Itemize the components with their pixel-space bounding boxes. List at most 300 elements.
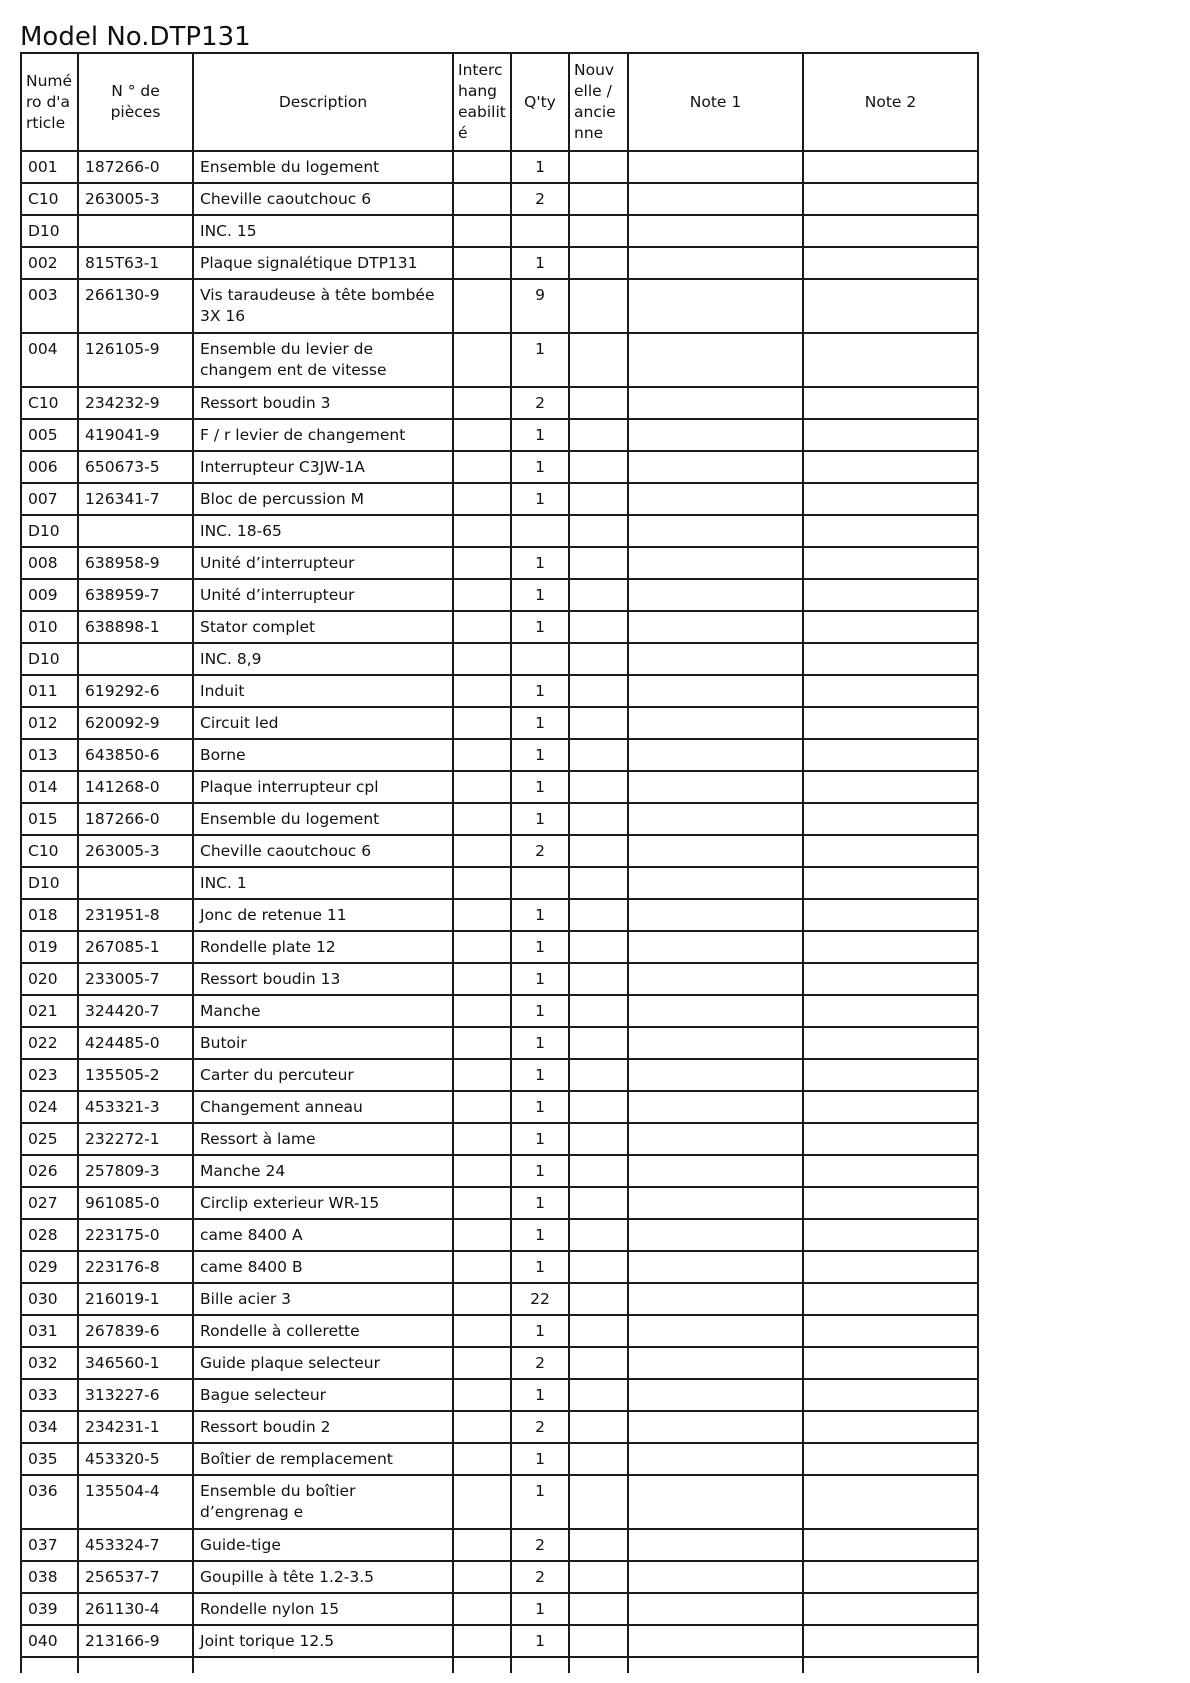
cell-part-number: 266130-9	[78, 279, 193, 333]
cell-note-2	[803, 515, 978, 547]
cell-interchangeability	[453, 1529, 511, 1561]
cell-interchangeability	[453, 1379, 511, 1411]
cell-quantity: 1	[511, 1593, 569, 1625]
header-item-number: Numé ro d'a rticle	[21, 53, 78, 151]
cell-new-old	[569, 215, 628, 247]
cell-note-1	[628, 739, 803, 771]
table-row	[21, 1091, 978, 1123]
cell-note-2	[803, 451, 978, 483]
cell-interchangeability	[453, 215, 511, 247]
cell-quantity: 1	[511, 707, 569, 739]
cell-description: INC. 8,9	[193, 643, 453, 675]
cell-note-1	[628, 1091, 803, 1123]
cell-note-2	[803, 1593, 978, 1625]
cell-quantity: 1	[511, 931, 569, 963]
cell-note-1	[628, 899, 803, 931]
cell-note-1	[628, 1443, 803, 1475]
cell-part-number: 231951-8	[78, 899, 193, 931]
cell-part-number: 232272-1	[78, 1123, 193, 1155]
cell-item-number: 006	[21, 451, 78, 483]
cell-new-old	[569, 183, 628, 215]
cell-part-number: 126105-9	[78, 333, 193, 387]
cell-interchangeability	[453, 1123, 511, 1155]
cell-new-old	[569, 547, 628, 579]
cell-note-2	[803, 1347, 978, 1379]
cell-interchangeability	[453, 547, 511, 579]
cell-quantity: 1	[511, 1091, 569, 1123]
cell-new-old	[569, 151, 628, 183]
cell-note-2	[803, 419, 978, 451]
cell-new-old	[569, 1027, 628, 1059]
cell-note-2	[803, 1059, 978, 1091]
cell-item-number: 039	[21, 1593, 78, 1625]
table-row	[21, 1283, 978, 1315]
table-row	[21, 771, 978, 803]
cell-new-old	[569, 333, 628, 387]
cell-part-number: 267085-1	[78, 931, 193, 963]
cell-quantity: 1	[511, 1379, 569, 1411]
cell-description: Cheville caoutchouc 6	[193, 183, 453, 215]
cell-new-old	[569, 1251, 628, 1283]
cell-part-number: 620092-9	[78, 707, 193, 739]
cell-quantity: 1	[511, 1059, 569, 1091]
cell-interchangeability	[453, 451, 511, 483]
table-row	[21, 419, 978, 451]
cell-interchangeability	[453, 183, 511, 215]
cell-item-number: 036	[21, 1475, 78, 1529]
cell-note-1	[628, 547, 803, 579]
cell-quantity	[511, 643, 569, 675]
cell-item-number: C10	[21, 835, 78, 867]
cell-new-old	[569, 1561, 628, 1593]
cell-description: Manche	[193, 995, 453, 1027]
cell-interchangeability	[453, 771, 511, 803]
cell-note-1	[628, 1593, 803, 1625]
cell-quantity: 1	[511, 1443, 569, 1475]
cell-note-2	[803, 387, 978, 419]
cell-new-old	[569, 963, 628, 995]
cell-note-2	[803, 247, 978, 279]
cell-interchangeability	[453, 899, 511, 931]
cell-quantity: 1	[511, 1475, 569, 1529]
empty-cell	[453, 1657, 511, 1673]
cell-description: Ensemble du boîtier d’engrenag e	[193, 1475, 453, 1529]
cell-quantity: 1	[511, 899, 569, 931]
empty-cell	[511, 1657, 569, 1673]
cell-quantity: 1	[511, 771, 569, 803]
cell-item-number: 009	[21, 579, 78, 611]
cell-part-number: 234231-1	[78, 1411, 193, 1443]
cell-description: Circlip exterieur WR-15	[193, 1187, 453, 1219]
cell-item-number: 008	[21, 547, 78, 579]
cell-interchangeability	[453, 247, 511, 279]
cell-note-1	[628, 1155, 803, 1187]
cell-new-old	[569, 899, 628, 931]
table-row	[21, 995, 978, 1027]
cell-interchangeability	[453, 867, 511, 899]
cell-interchangeability	[453, 1059, 511, 1091]
cell-quantity: 1	[511, 1155, 569, 1187]
cell-item-number: D10	[21, 515, 78, 547]
cell-note-1	[628, 771, 803, 803]
cell-note-2	[803, 1219, 978, 1251]
cell-item-number: 019	[21, 931, 78, 963]
table-row	[21, 1315, 978, 1347]
cell-note-1	[628, 803, 803, 835]
cell-part-number: 187266-0	[78, 151, 193, 183]
cell-description: Vis taraudeuse à tête bombée 3X 16	[193, 279, 453, 333]
cell-note-2	[803, 995, 978, 1027]
cell-part-number: 650673-5	[78, 451, 193, 483]
empty-cell	[21, 1657, 78, 1673]
cell-part-number: 126341-7	[78, 483, 193, 515]
cell-note-1	[628, 515, 803, 547]
cell-description: Ressort boudin 13	[193, 963, 453, 995]
cell-part-number: 346560-1	[78, 1347, 193, 1379]
table-row	[21, 1443, 978, 1475]
cell-new-old	[569, 1411, 628, 1443]
cell-note-2	[803, 1529, 978, 1561]
table-row	[21, 739, 978, 771]
cell-new-old	[569, 279, 628, 333]
header-new-old: Nouv elle / ancie nne	[569, 53, 628, 151]
cell-description: INC. 15	[193, 215, 453, 247]
header-row	[21, 53, 978, 151]
cell-note-2	[803, 835, 978, 867]
cell-part-number: 261130-4	[78, 1593, 193, 1625]
table-row	[21, 611, 978, 643]
table-row	[21, 547, 978, 579]
cell-description: came 8400 B	[193, 1251, 453, 1283]
cell-new-old	[569, 1379, 628, 1411]
cell-item-number: C10	[21, 183, 78, 215]
cell-part-number: 267839-6	[78, 1315, 193, 1347]
cell-item-number: 030	[21, 1283, 78, 1315]
cell-note-1	[628, 1625, 803, 1657]
cell-item-number: 026	[21, 1155, 78, 1187]
cell-note-1	[628, 1123, 803, 1155]
cell-item-number: 032	[21, 1347, 78, 1379]
cell-note-2	[803, 707, 978, 739]
cell-item-number: 024	[21, 1091, 78, 1123]
cell-item-number: 003	[21, 279, 78, 333]
cell-description: Ensemble du logement	[193, 151, 453, 183]
cell-new-old	[569, 419, 628, 451]
cell-new-old	[569, 515, 628, 547]
cell-note-1	[628, 451, 803, 483]
cell-item-number: D10	[21, 215, 78, 247]
cell-description: Guide-tige	[193, 1529, 453, 1561]
cell-description: Plaque signalétique DTP131	[193, 247, 453, 279]
cell-new-old	[569, 803, 628, 835]
cell-item-number: 035	[21, 1443, 78, 1475]
cell-description: INC. 18-65	[193, 515, 453, 547]
cell-note-2	[803, 1091, 978, 1123]
cell-quantity: 1	[511, 151, 569, 183]
cell-part-number: 638958-9	[78, 547, 193, 579]
cell-quantity: 1	[511, 963, 569, 995]
cell-part-number	[78, 515, 193, 547]
cell-new-old	[569, 931, 628, 963]
cell-quantity	[511, 215, 569, 247]
table-row	[21, 1411, 978, 1443]
cell-interchangeability	[453, 643, 511, 675]
cell-note-1	[628, 995, 803, 1027]
cell-note-2	[803, 483, 978, 515]
cell-new-old	[569, 643, 628, 675]
cell-interchangeability	[453, 1347, 511, 1379]
table-row	[21, 215, 978, 247]
cell-note-1	[628, 483, 803, 515]
cell-note-2	[803, 643, 978, 675]
table-row	[21, 1625, 978, 1657]
cell-item-number: 034	[21, 1411, 78, 1443]
cell-quantity: 1	[511, 611, 569, 643]
cell-quantity: 9	[511, 279, 569, 333]
table-row	[21, 483, 978, 515]
cell-note-1	[628, 1347, 803, 1379]
cell-new-old	[569, 1475, 628, 1529]
cell-note-2	[803, 279, 978, 333]
cell-interchangeability	[453, 1625, 511, 1657]
cell-note-1	[628, 1283, 803, 1315]
cell-quantity: 1	[511, 675, 569, 707]
cell-item-number: 015	[21, 803, 78, 835]
cell-note-2	[803, 1625, 978, 1657]
cell-new-old	[569, 1529, 628, 1561]
cell-quantity	[511, 515, 569, 547]
cell-item-number: 007	[21, 483, 78, 515]
cell-item-number: 033	[21, 1379, 78, 1411]
cell-note-2	[803, 611, 978, 643]
cell-note-1	[628, 611, 803, 643]
cell-note-1	[628, 151, 803, 183]
cell-note-2	[803, 151, 978, 183]
cell-new-old	[569, 247, 628, 279]
cell-part-number: 961085-0	[78, 1187, 193, 1219]
cell-quantity: 2	[511, 1561, 569, 1593]
cell-item-number: D10	[21, 867, 78, 899]
cell-part-number: 263005-3	[78, 835, 193, 867]
cell-quantity: 1	[511, 483, 569, 515]
cell-note-2	[803, 1315, 978, 1347]
cell-description: Butoir	[193, 1027, 453, 1059]
cell-interchangeability	[453, 1027, 511, 1059]
cell-item-number: 027	[21, 1187, 78, 1219]
cell-interchangeability	[453, 1443, 511, 1475]
cell-description: Ensemble du logement	[193, 803, 453, 835]
header-part-number: N ° de pièces	[78, 53, 193, 151]
cell-note-1	[628, 1411, 803, 1443]
table-row	[21, 1593, 978, 1625]
table-row	[21, 515, 978, 547]
cell-description: Ensemble du levier de changem ent de vitesse	[193, 333, 453, 387]
cell-item-number: 010	[21, 611, 78, 643]
cell-part-number: 187266-0	[78, 803, 193, 835]
cell-note-2	[803, 899, 978, 931]
cell-quantity: 1	[511, 803, 569, 835]
cell-interchangeability	[453, 483, 511, 515]
header-note-2: Note 2	[803, 53, 978, 151]
cell-interchangeability	[453, 333, 511, 387]
cell-interchangeability	[453, 963, 511, 995]
cell-note-2	[803, 1187, 978, 1219]
cell-quantity	[511, 867, 569, 899]
cell-item-number: 031	[21, 1315, 78, 1347]
cell-note-1	[628, 1187, 803, 1219]
cell-description: Carter du percuteur	[193, 1059, 453, 1091]
cell-description: came 8400 A	[193, 1219, 453, 1251]
cell-item-number: D10	[21, 643, 78, 675]
cell-part-number: 453320-5	[78, 1443, 193, 1475]
table-row	[21, 279, 978, 333]
cell-new-old	[569, 1347, 628, 1379]
cell-part-number: 324420-7	[78, 995, 193, 1027]
cell-note-1	[628, 643, 803, 675]
cell-note-1	[628, 867, 803, 899]
table-row	[21, 899, 978, 931]
cell-new-old	[569, 707, 628, 739]
cell-new-old	[569, 611, 628, 643]
cell-interchangeability	[453, 803, 511, 835]
table-row	[21, 1347, 978, 1379]
cell-part-number: 256537-7	[78, 1561, 193, 1593]
cell-description: Induit	[193, 675, 453, 707]
cell-item-number: 021	[21, 995, 78, 1027]
cell-interchangeability	[453, 1593, 511, 1625]
cell-note-2	[803, 579, 978, 611]
cell-quantity: 1	[511, 247, 569, 279]
cell-new-old	[569, 1155, 628, 1187]
table-row	[21, 183, 978, 215]
cell-note-1	[628, 279, 803, 333]
header-interchangeability: Interc hang eabilit é	[453, 53, 511, 151]
cell-part-number: 638898-1	[78, 611, 193, 643]
cell-item-number: 023	[21, 1059, 78, 1091]
cell-part-number: 424485-0	[78, 1027, 193, 1059]
cell-description: Borne	[193, 739, 453, 771]
cell-note-1	[628, 1027, 803, 1059]
cell-note-2	[803, 547, 978, 579]
table-row	[21, 247, 978, 279]
cell-interchangeability	[453, 515, 511, 547]
table-row	[21, 151, 978, 183]
cell-interchangeability	[453, 675, 511, 707]
cell-note-2	[803, 333, 978, 387]
cell-new-old	[569, 1593, 628, 1625]
cell-new-old	[569, 1625, 628, 1657]
cell-note-1	[628, 333, 803, 387]
cell-interchangeability	[453, 1091, 511, 1123]
cell-interchangeability	[453, 1155, 511, 1187]
cell-quantity: 1	[511, 451, 569, 483]
cell-note-1	[628, 1561, 803, 1593]
cell-new-old	[569, 771, 628, 803]
cell-part-number: 453324-7	[78, 1529, 193, 1561]
cell-part-number: 234232-9	[78, 387, 193, 419]
cell-note-2	[803, 1283, 978, 1315]
cell-part-number: 135505-2	[78, 1059, 193, 1091]
parts-table	[20, 52, 979, 1673]
cell-description: Stator complet	[193, 611, 453, 643]
cell-interchangeability	[453, 1187, 511, 1219]
cell-new-old	[569, 867, 628, 899]
cell-description: Ressort boudin 3	[193, 387, 453, 419]
cell-part-number: 419041-9	[78, 419, 193, 451]
cell-quantity: 1	[511, 333, 569, 387]
cell-part-number	[78, 643, 193, 675]
table-row	[21, 333, 978, 387]
cell-note-2	[803, 1251, 978, 1283]
empty-cell	[803, 1657, 978, 1673]
table-row	[21, 1187, 978, 1219]
cell-new-old	[569, 835, 628, 867]
cell-quantity: 2	[511, 1347, 569, 1379]
cell-item-number: 028	[21, 1219, 78, 1251]
cell-note-1	[628, 419, 803, 451]
cell-quantity: 2	[511, 1529, 569, 1561]
cell-quantity: 1	[511, 1625, 569, 1657]
cell-description: Cheville caoutchouc 6	[193, 835, 453, 867]
cell-note-2	[803, 1027, 978, 1059]
cell-new-old	[569, 483, 628, 515]
cell-quantity: 2	[511, 183, 569, 215]
cell-note-1	[628, 387, 803, 419]
cell-note-2	[803, 1475, 978, 1529]
cell-new-old	[569, 1443, 628, 1475]
table-row	[21, 451, 978, 483]
cell-note-2	[803, 963, 978, 995]
header-quantity: Q'ty	[511, 53, 569, 151]
cell-quantity: 2	[511, 387, 569, 419]
cell-item-number: 013	[21, 739, 78, 771]
table-row	[21, 579, 978, 611]
cell-note-1	[628, 1251, 803, 1283]
cell-description: Unité d’interrupteur	[193, 579, 453, 611]
cell-part-number: 213166-9	[78, 1625, 193, 1657]
table-row	[21, 675, 978, 707]
cell-new-old	[569, 387, 628, 419]
cell-interchangeability	[453, 1251, 511, 1283]
table-row	[21, 1379, 978, 1411]
cell-interchangeability	[453, 279, 511, 333]
table-row	[21, 707, 978, 739]
cell-interchangeability	[453, 1475, 511, 1529]
cell-note-1	[628, 835, 803, 867]
table-row	[21, 1561, 978, 1593]
cell-description: INC. 1	[193, 867, 453, 899]
cell-note-1	[628, 183, 803, 215]
cell-quantity: 1	[511, 547, 569, 579]
cell-part-number: 263005-3	[78, 183, 193, 215]
cell-interchangeability	[453, 579, 511, 611]
cell-note-1	[628, 215, 803, 247]
cell-description: Goupille à tête 1.2-3.5	[193, 1561, 453, 1593]
cell-note-2	[803, 1443, 978, 1475]
cell-description: Changement anneau	[193, 1091, 453, 1123]
cell-new-old	[569, 1091, 628, 1123]
cell-part-number: 223175-0	[78, 1219, 193, 1251]
cell-description: Joint torique 12.5	[193, 1625, 453, 1657]
cell-new-old	[569, 1219, 628, 1251]
cell-note-2	[803, 931, 978, 963]
cell-new-old	[569, 739, 628, 771]
cell-note-1	[628, 1219, 803, 1251]
cell-interchangeability	[453, 151, 511, 183]
cell-quantity: 1	[511, 419, 569, 451]
cell-quantity: 1	[511, 1251, 569, 1283]
cell-note-1	[628, 931, 803, 963]
